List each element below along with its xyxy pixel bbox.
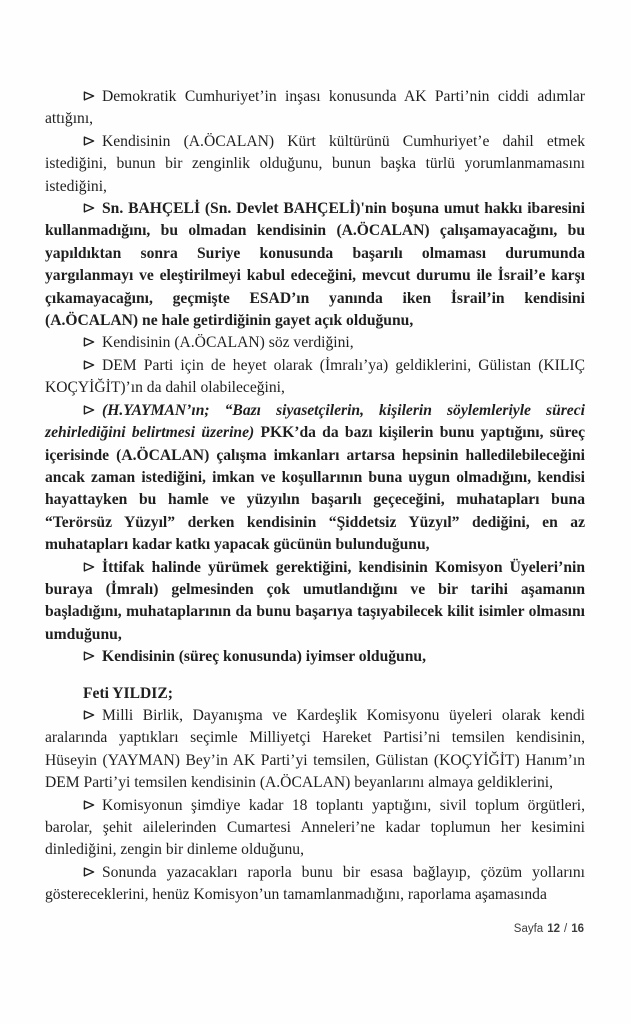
bullet-paragraph [45, 400, 585, 557]
footer-label: Sayfa [513, 923, 544, 935]
arrowhead-bullet-icon [83, 866, 95, 877]
bullet-paragraph [45, 355, 585, 400]
bullet-paragraph [45, 131, 585, 198]
footer-total-pages: 16 [571, 923, 584, 935]
page-footer [514, 923, 584, 935]
text-run: Kendisinin (A.ÖCALAN) söz verdiğini, [102, 334, 354, 352]
arrowhead-bullet-icon [83, 359, 95, 370]
arrowhead-bullet-icon [83, 203, 95, 214]
bullet-paragraph [45, 646, 585, 668]
bullet-paragraph [45, 557, 585, 647]
arrowhead-bullet-icon [83, 561, 95, 572]
text-run: Sn. BAHÇELİ (Sn. Devlet BAHÇELİ)'nin boşuna umut hakkı ibaresini kullanmadığını, bu olmadan kendisinin (A.ÖCALAN) çalışamayacağını, bu yapıldıktan sonra Suriye konusunda başarılı olmaması durumunda yargılanmayı ve eleştirilmeyi kabul edeceğini, mevcut durumu ile İsrail’e karşı çıkamayacağını, geçmişte ESAD’ın yanında iken İsrail’in kendisini (A.ÖCALAN) ne hale getirdiğinin gayet açık olduğunu, [45, 200, 585, 330]
text-run: Feti YILDIZ; [83, 684, 173, 702]
text-run: Demokratik Cumhuriyet’in inşası konusunda AK Parti’nin ciddi adımlar attığını, [45, 88, 585, 128]
text-run: Kendisinin (A.ÖCALAN) Kürt kültürünü Cumhuriyet’e dahil etmek istediğini, bunun bir zenginlik olduğunu, bunun başka türlü yorumlanmamasını istediğini, [45, 132, 585, 195]
arrowhead-bullet-icon [83, 337, 95, 348]
bullet-paragraph [45, 795, 585, 862]
arrowhead-bullet-icon [83, 91, 95, 102]
footer-page-number: 12 [547, 923, 560, 935]
text-run: Komisyonun şimdiye kadar 18 toplantı yaptığını, sivil toplum örgütleri, barolar, şehit ailelerinden Cumartesi Anneleri’ne kadar toplumun her kesimini dinlediğini, zengin bir dinleme olduğunu, [45, 796, 585, 859]
text-run: Milli Birlik, Dayanışma ve Kardeşlik Komisyonu üyeleri olarak kendi aralarında yaptıkları seçimle Milliyetçi Hareket Partisi’ni temsilen kendisinin, Hüseyin (YAYMAN) Bey’in AK Parti’yi temsilen, Gülistan (KOÇYİĞİT) Hanım’ın DEM Parti’yi temsilen kendisinin (A.ÖCALAN) beyanlarını almaya geldiklerini, [45, 706, 585, 792]
arrowhead-bullet-icon [83, 651, 95, 662]
bullet-paragraph [45, 705, 585, 795]
bullet-paragraph [45, 198, 585, 332]
section-heading [45, 683, 585, 705]
arrowhead-bullet-icon [83, 799, 95, 810]
text-run: DEM Parti için de heyet olarak (İmralı’ya) geldiklerini, Gülistan (KILIÇ KOÇYİĞİT)’ın da dahil olabileceğini, [45, 356, 585, 397]
document-body [45, 86, 585, 907]
text-run: PKK’da da bazı kişilerin bunu yaptığını, süreç içerisinde (A.ÖCALAN) çalışma imkanları artarsa hepsinin halledilebileceğini ancak zaman istediğini, imkan ve koşullarının buna uygun olmadığını, kendisi hayattayken bu hamle ve yüzyılın başarılı geçeceğini, muhatapları buna “Terörsüz Yüzyıl” derken kendisinin “Şiddetsiz Yüzyıl” dediğini, en az muhatapları kadar katkı yapacak gücünün bulunduğunu, [45, 424, 585, 554]
arrowhead-bullet-icon [83, 404, 95, 415]
text-run: Sonunda yazacakları raporla bunu bir esasa bağlayıp, çözüm yollarını göstereceklerini, henüz Komisyon’un tamamlanmadığını, raporlama aşamasında [45, 863, 585, 904]
arrowhead-bullet-icon [83, 135, 95, 146]
text-run: (H.YAYMAN’ın; “Bazı siyasetçilerin, kişilerin söylemleriyle süreci zehirlediğini belirtmesi üzerine) [45, 401, 585, 442]
text-run: İttifak halinde yürümek gerektiğini, kendisinin Komisyon Üyeleri’nin buraya (İmralı) gelmesinden çok umutlandığını ve bir tarihi aşamanın başladığını, muhataplarının da bunu başarıya taşıyabilecek kilit isimler olmasını umduğunu, [45, 558, 585, 643]
bullet-paragraph [45, 86, 585, 131]
bullet-paragraph [45, 862, 585, 907]
text-run: Kendisinin (süreç konusunda) iyimser olduğunu, [102, 648, 426, 666]
bullet-paragraph [45, 332, 585, 354]
footer-separator: / [564, 923, 568, 935]
arrowhead-bullet-icon [83, 709, 95, 720]
